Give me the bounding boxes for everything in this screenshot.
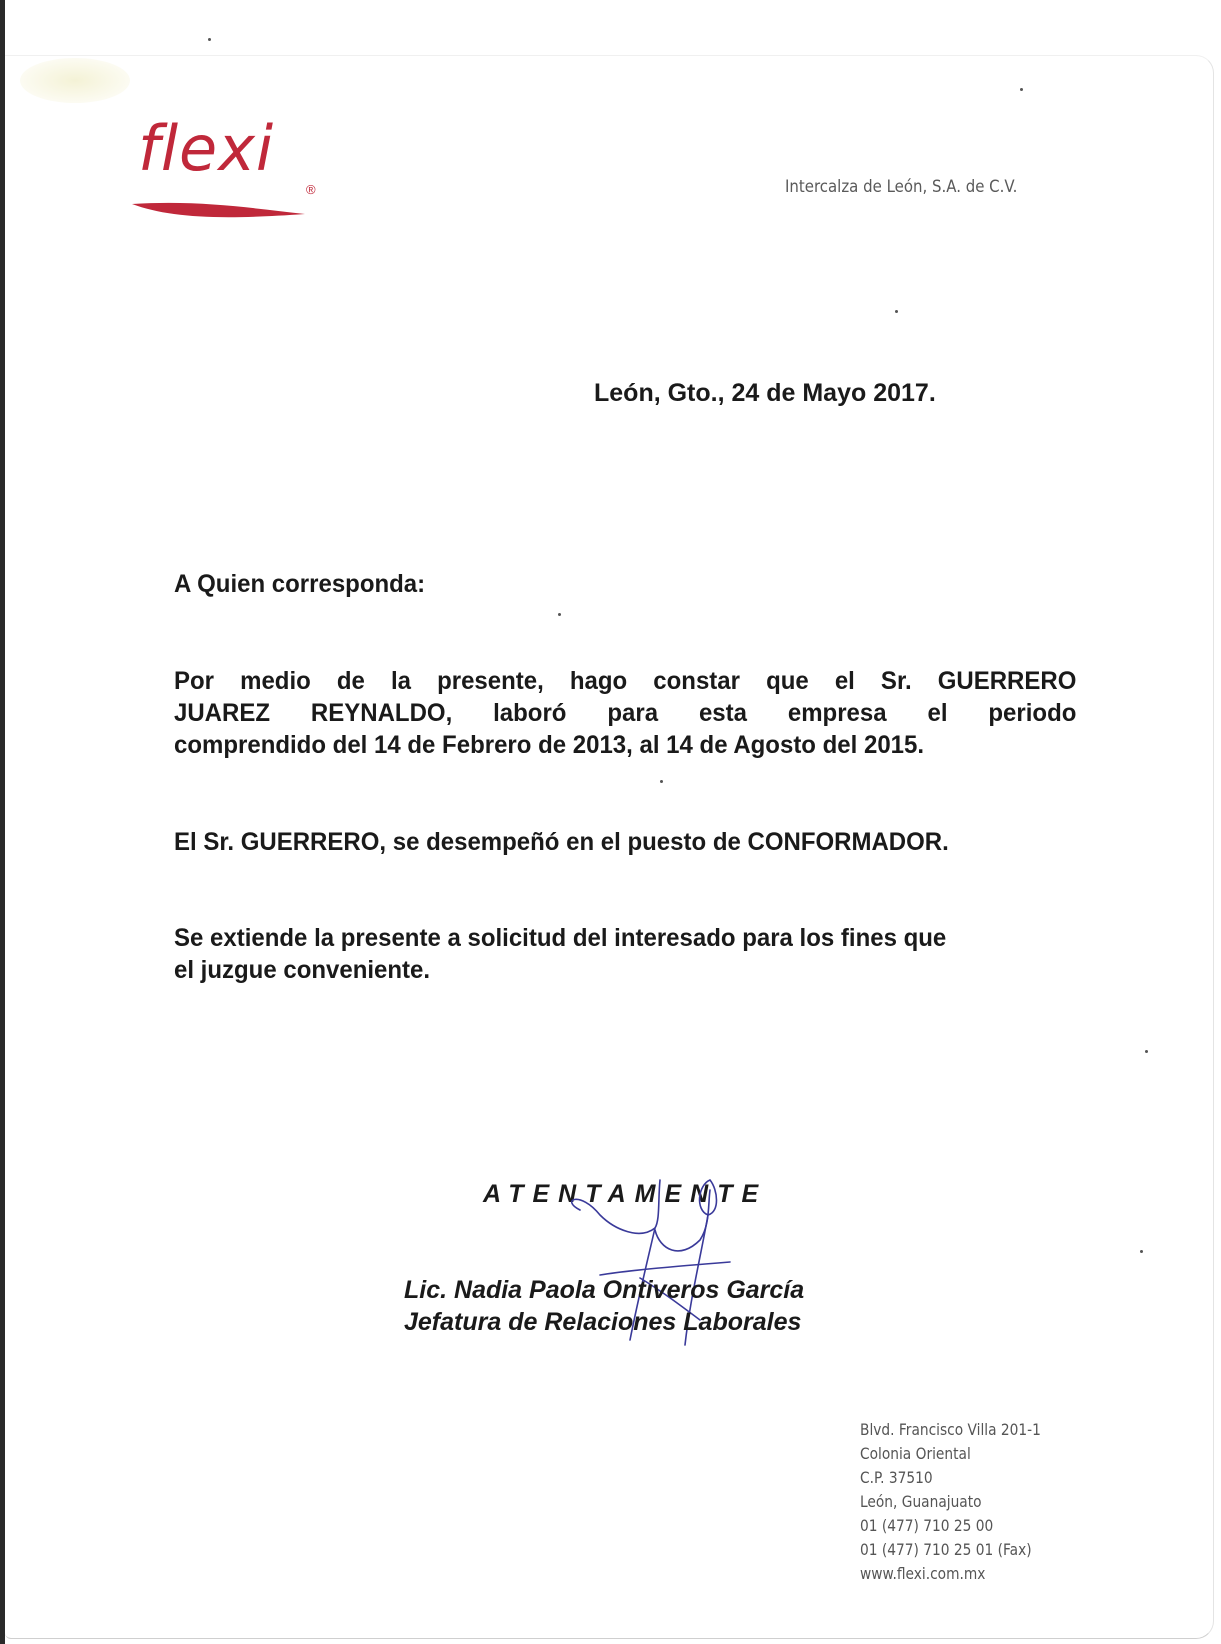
logo-wordmark: flexi — [138, 112, 275, 185]
scan-speck — [208, 38, 211, 41]
salutation: A Quien corresponda: — [174, 570, 426, 598]
logo-swoosh-icon — [130, 196, 310, 222]
address-postal-code: C.P. 37510 — [860, 1468, 933, 1487]
paper-stain — [20, 58, 130, 103]
scan-speck — [1145, 1050, 1148, 1053]
scan-speck — [1140, 1250, 1143, 1253]
address-website: www.flexi.com.mx — [860, 1564, 986, 1583]
scan-speck — [1020, 88, 1023, 91]
address-phone: 01 (477) 710 25 00 — [860, 1516, 994, 1535]
address-city: León, Guanajuato — [860, 1492, 982, 1511]
paragraph-position: El Sr. GUERRERO, se desempeñó en el puesto de CONFORMADOR. — [174, 828, 949, 856]
registered-mark: ® — [306, 182, 316, 197]
flexi-logo — [138, 112, 338, 228]
paragraph-purpose — [174, 922, 1076, 986]
company-address — [860, 1418, 1041, 1586]
closing-atentamente: ATENTAMENTE — [483, 1180, 768, 1208]
paragraph-line: Se extiende la presente a solicitud del interesado para los fines que — [174, 924, 947, 952]
address-street: Blvd. Francisco Villa 201-1 — [860, 1420, 1041, 1439]
address-fax: 01 (477) 710 25 01 (Fax) — [860, 1540, 1032, 1559]
paragraph-employment — [174, 665, 1076, 761]
signatory-name: Lic. Nadia Paola Ontiveros García — [404, 1276, 805, 1304]
scan-speck — [660, 780, 663, 783]
paragraph-line: JUAREZ REYNALDO, laboró para esta empresa el periodo — [174, 699, 1077, 727]
scan-speck — [895, 310, 898, 313]
paragraph-line: el juzgue conveniente. — [174, 956, 431, 984]
scan-speck — [558, 613, 561, 616]
signatory-title: Jefatura de Relaciones Laborales — [404, 1308, 802, 1336]
paragraph-line: Por medio de la presente, hago constar que el Sr. GUERRERO — [174, 667, 1077, 695]
company-name: Intercalza de León, S.A. de C.V. — [785, 177, 1018, 197]
paragraph-line: comprendido del 14 de Febrero de 2013, al 14 de Agosto del 2015. — [174, 731, 925, 759]
letter-date: León, Gto., 24 de Mayo 2017. — [594, 379, 936, 407]
address-colonia: Colonia Oriental — [860, 1444, 971, 1463]
